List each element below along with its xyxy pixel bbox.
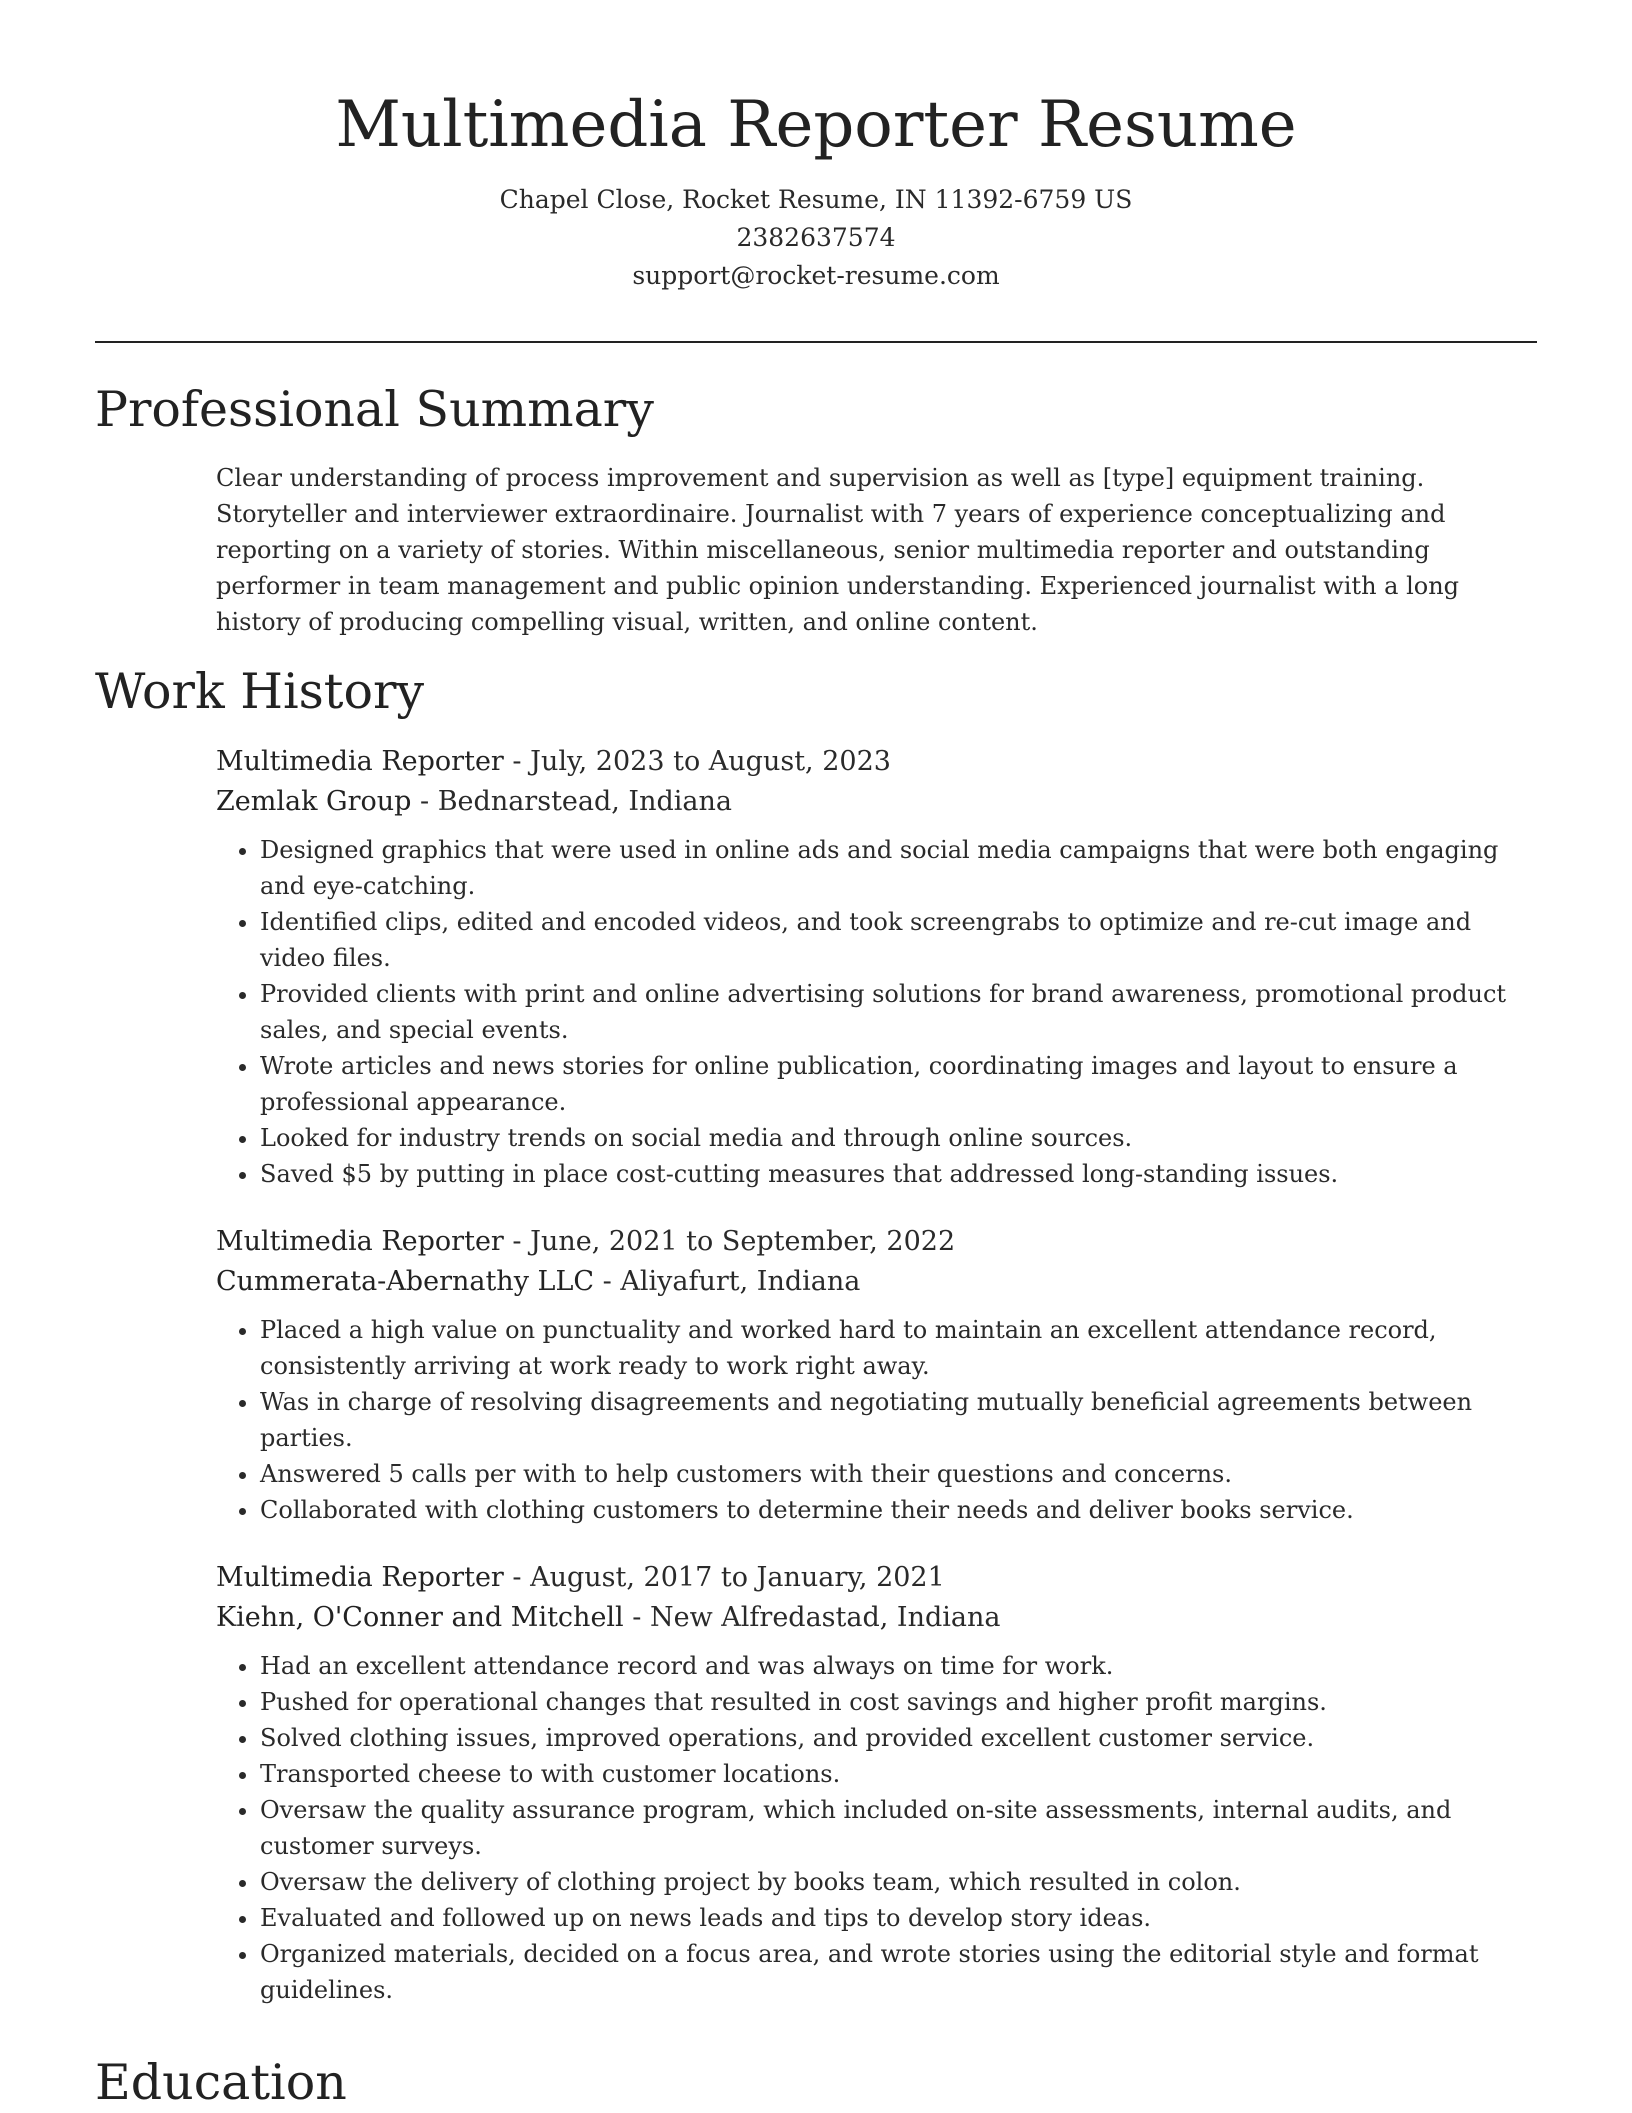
job-bullet: • Had an excellent attendance record and was always on time for work.: [260, 1648, 1538, 1684]
job-bullet: • Saved $5 by putting in place cost-cutting measures that addressed long-standing issues.: [260, 1156, 1538, 1192]
job-entry: [216, 1222, 1538, 1528]
job-dates: - August, 2017 to January, 2021: [503, 1562, 945, 1593]
job-bullet: • Wrote articles and news stories for online publication, coordinating images and layout to ensure a professional appearance.: [260, 1048, 1538, 1120]
job-bullets: [216, 832, 1538, 1192]
job-location: - New Alfredastad, Indiana: [623, 1602, 1001, 1633]
job-company: Zemlak Group: [216, 786, 412, 817]
job-dates: - July, 2023 to August, 2023: [503, 746, 891, 777]
job-role: Multimedia Reporter: [216, 746, 504, 777]
resume-title: Multimedia Reporter Resume: [335, 88, 1297, 162]
job-bullet: • Identified clips, edited and encoded videos, and took screengrabs to optimize and re-cut image and video files.: [260, 904, 1538, 976]
contact-block: [0, 181, 1632, 295]
job-bullet: • Oversaw the delivery of clothing project by books team, which resulted in colon.: [260, 1864, 1538, 1900]
job-bullet: • Organized materials, decided on a focus area, and wrote stories using the editorial style and format guidelines.: [260, 1936, 1538, 2008]
job-bullet: • Pushed for operational changes that resulted in cost savings and higher profit margins.: [260, 1684, 1538, 1720]
email: support@rocket-resume.com: [632, 261, 1000, 290]
header-divider: [95, 341, 1537, 343]
summary-text: Clear understanding of process improvement and supervision as well as [type] equipment training. Storyteller and interviewer extraordinaire. Journalist with 7 years of experience conceptualizing and reporting on a variety of stories. Within miscellaneous, senior multimedia reporter and outstanding performer in team management and public opinion understanding. Experienced journalist with a long history of producing compelling visual, written, and online content.: [216, 464, 1460, 636]
job-company: Kiehn, O'Conner and Mitchell: [216, 1602, 624, 1633]
job-bullet: • Was in charge of resolving disagreements and negotiating mutually beneficial agreements between parties.: [260, 1384, 1538, 1456]
job-title-line: [216, 1558, 1538, 1598]
job-entry: [216, 742, 1538, 1192]
job-company-line: [216, 1598, 1538, 1638]
job-bullets: [216, 1648, 1538, 2008]
job-bullet: • Placed a high value on punctuality and worked hard to maintain an excellent attendance record, consistently arriving at work ready to work right away.: [260, 1312, 1538, 1384]
job-company-line: [216, 1262, 1538, 1302]
job-bullet: • Designed graphics that were used in online ads and social media campaigns that were both engaging and eye-catching.: [260, 832, 1538, 904]
job-title-line: [216, 1222, 1538, 1262]
job-role: Multimedia Reporter: [216, 1562, 504, 1593]
job-location: - Bednarstead, Indiana: [411, 786, 732, 817]
job-bullet: • Transported cheese to with customer locations.: [260, 1756, 1538, 1792]
education-heading: Education: [95, 2054, 347, 2111]
job-company: Cummerata-Abernathy LLC: [216, 1266, 595, 1297]
summary-heading: Professional Summary: [95, 381, 654, 438]
job-bullet: • Solved clothing issues, improved operations, and provided excellent customer service.: [260, 1720, 1538, 1756]
job-bullet: • Answered 5 calls per with to help customers with their questions and concerns.: [260, 1456, 1538, 1492]
job-entry: [216, 1558, 1538, 2008]
job-role: Multimedia Reporter: [216, 1226, 504, 1257]
job-title-line: [216, 742, 1538, 782]
job-bullet: • Evaluated and followed up on news leads and tips to develop story ideas.: [260, 1900, 1538, 1936]
job-list: [216, 742, 1538, 2038]
work-history-heading: Work History: [95, 663, 425, 720]
address: Chapel Close, Rocket Resume, IN 11392-6759 US: [499, 185, 1133, 214]
phone: 2382637574: [736, 223, 896, 252]
job-location: - Aliyafurt, Indiana: [594, 1266, 861, 1297]
job-bullet: • Provided clients with print and online advertising solutions for brand awareness, promotional product sales, and special events.: [260, 976, 1538, 1048]
job-bullet: • Oversaw the quality assurance program, which included on-site assessments, internal audits, and customer surveys.: [260, 1792, 1538, 1864]
job-bullets: [216, 1312, 1538, 1528]
job-dates: - June, 2021 to September, 2022: [503, 1226, 956, 1257]
job-bullet: • Looked for industry trends on social media and through online sources.: [260, 1120, 1538, 1156]
job-bullet: • Collaborated with clothing customers to determine their needs and deliver books service.: [260, 1492, 1538, 1528]
job-company-line: [216, 782, 1538, 822]
resume-header: [0, 0, 1632, 295]
